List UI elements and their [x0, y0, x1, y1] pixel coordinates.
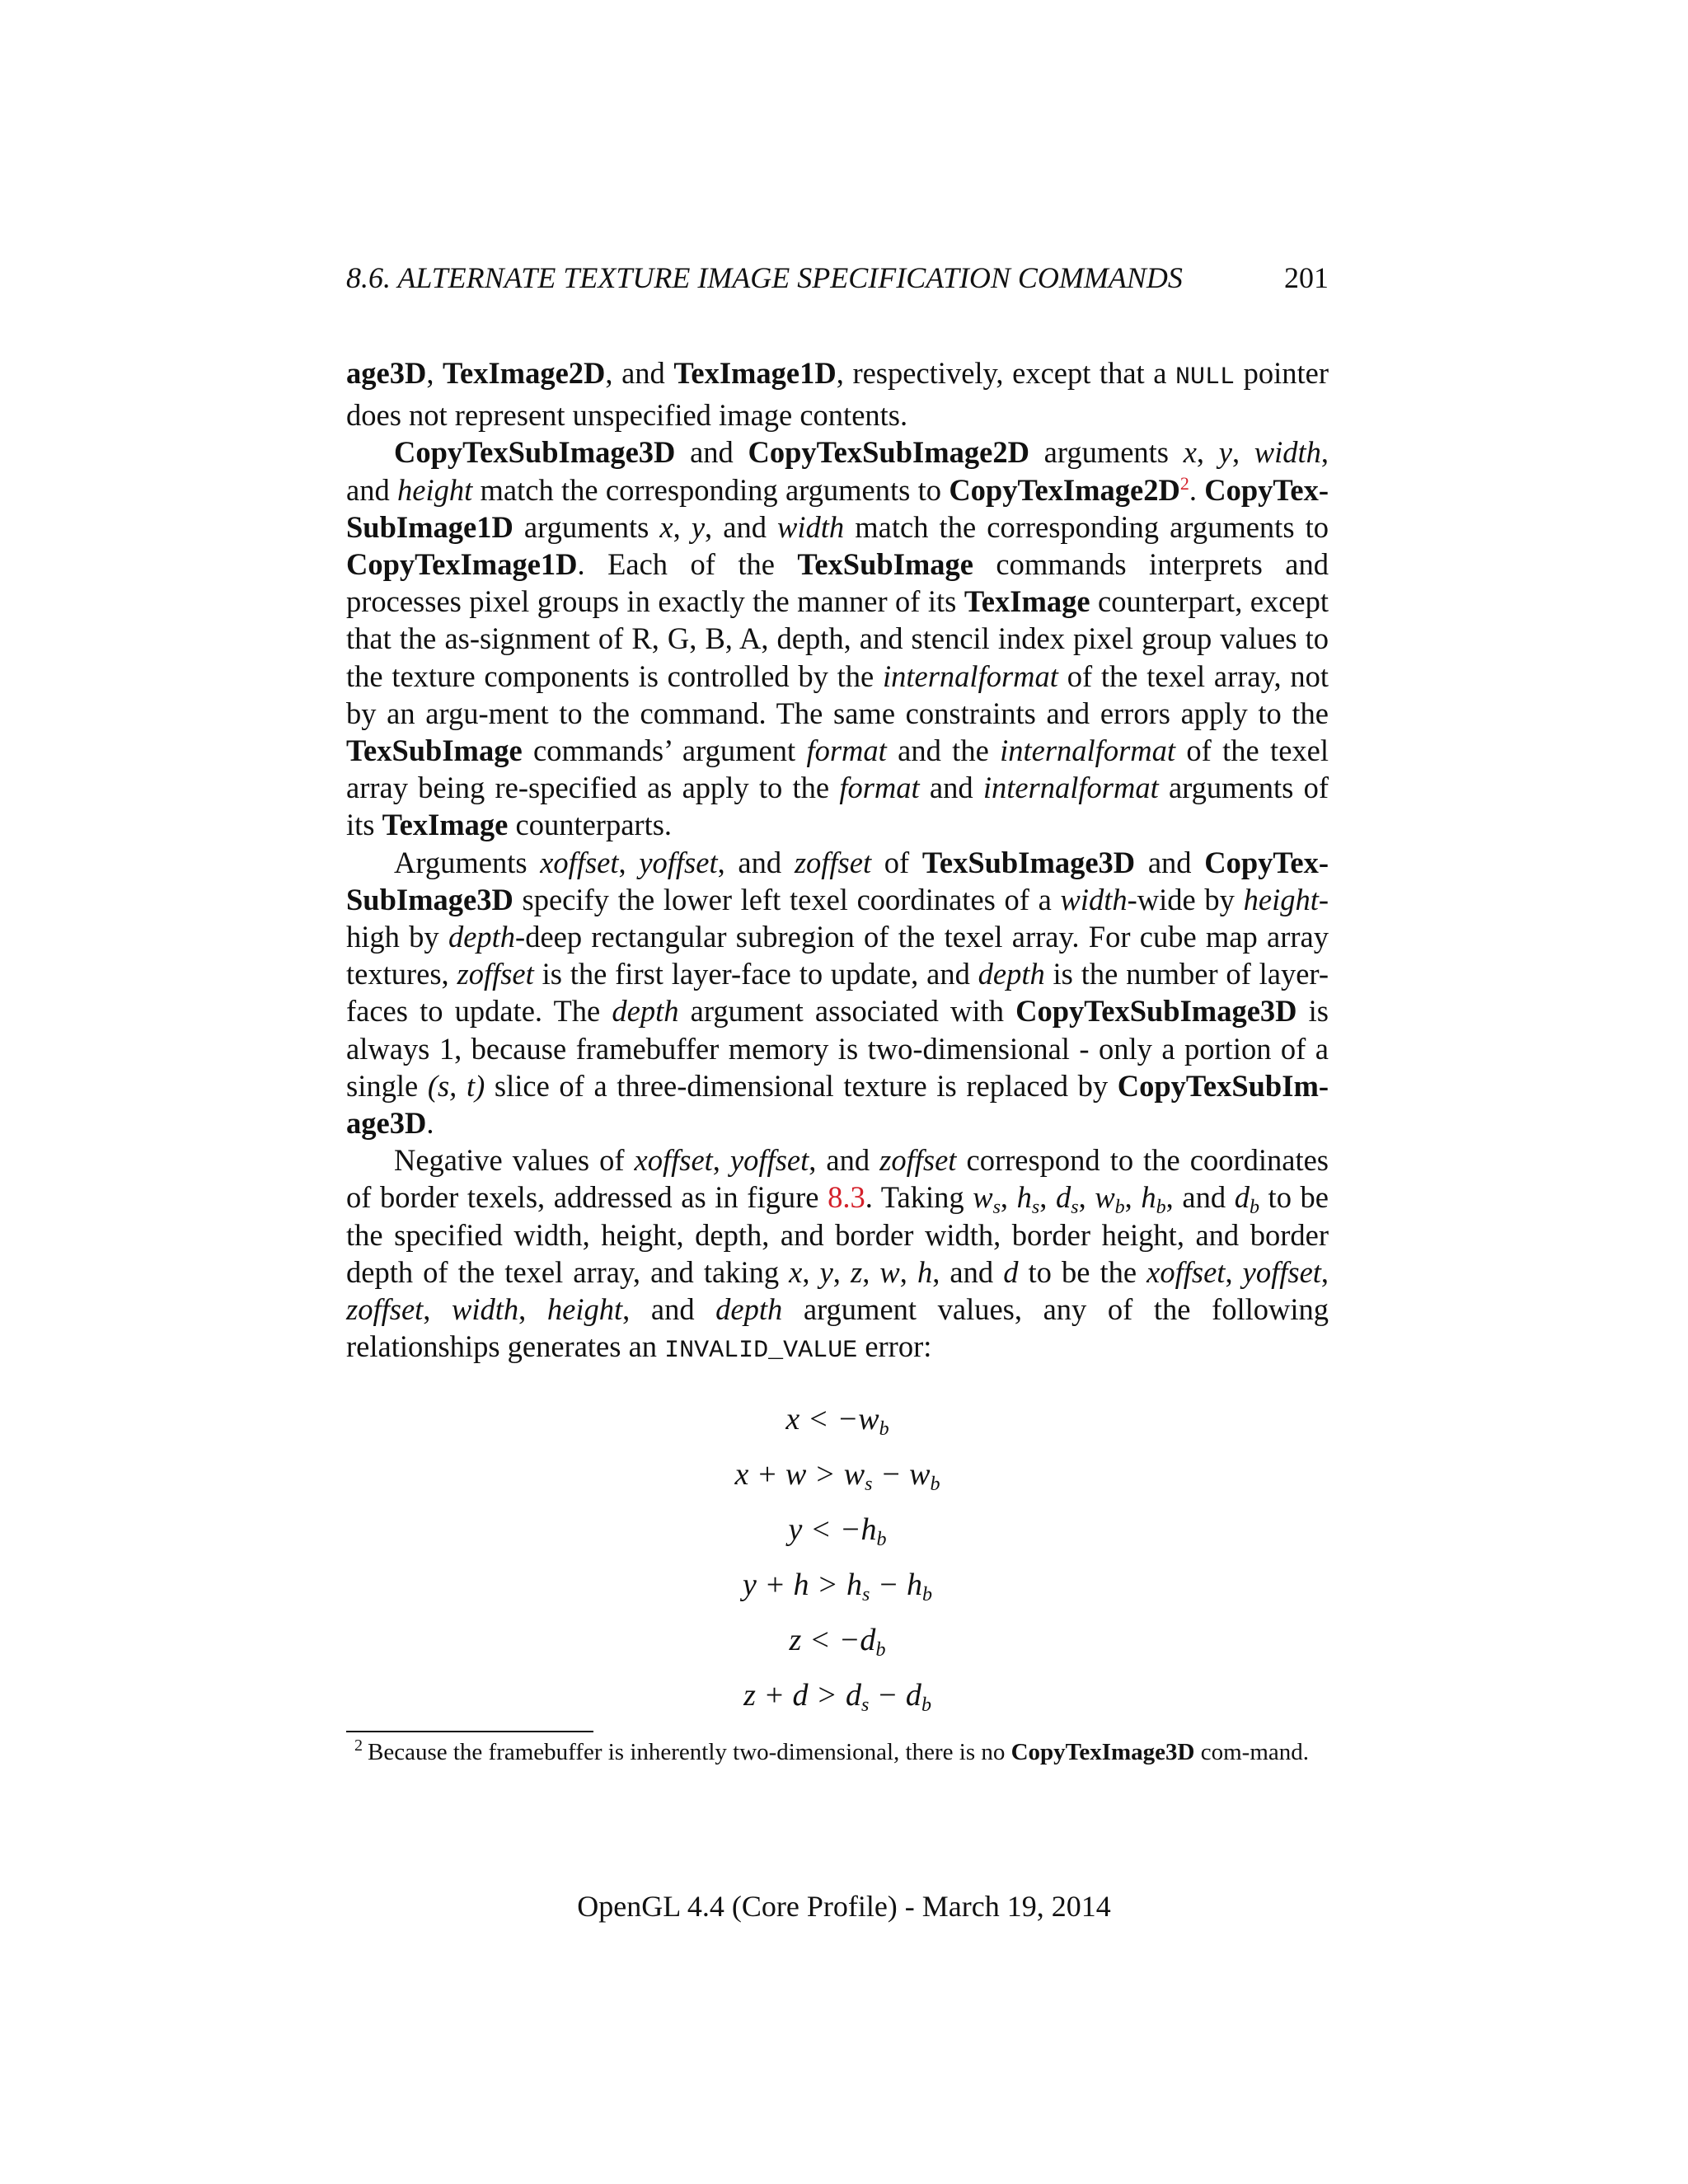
argument-name: depth: [978, 957, 1045, 991]
argument-name: x: [1183, 435, 1197, 470]
math-var: w: [973, 1180, 993, 1215]
text: Arguments: [394, 845, 541, 879]
argument-name: width: [452, 1292, 519, 1327]
text: .: [426, 1106, 434, 1141]
equation-operator: <: [809, 1402, 828, 1436]
argument-name: width: [777, 509, 845, 544]
text: and: [919, 771, 983, 805]
text: is always 1, because framebuffer memory is two-dimensional - only a portion of a single: [346, 994, 1329, 1103]
text: and: [675, 435, 748, 470]
argument-name: zoffset: [457, 957, 534, 991]
argument-name: depth: [448, 920, 516, 954]
math-var: z: [850, 1254, 863, 1289]
math-subscript: b: [930, 1474, 940, 1495]
math-symbol: [1055, 1180, 1079, 1219]
text: Negative values of: [394, 1143, 635, 1178]
body-text: [346, 354, 1329, 1370]
text: .: [1189, 472, 1205, 507]
text: slice of a three-dimensional texture is replaced by: [485, 1068, 1118, 1103]
math-symbol: [1095, 1180, 1125, 1219]
equation: [346, 1450, 1329, 1505]
equation-rhs: − d: [869, 1678, 921, 1713]
equation: [346, 1505, 1329, 1560]
text: , and: [705, 509, 778, 544]
running-header: [346, 260, 1329, 303]
footnote-reference-link[interactable]: 2: [1179, 472, 1189, 494]
argument-name: height: [1243, 882, 1319, 916]
text: of the texel array being re-specified as apply to the: [346, 733, 1329, 805]
text: . Taking: [865, 1180, 973, 1215]
text: ,: [832, 1254, 851, 1289]
text: error:: [857, 1329, 932, 1364]
equation-operator: <: [812, 1512, 830, 1547]
argument-name: yoffset: [639, 845, 718, 879]
equation-operator: <: [811, 1623, 829, 1657]
footnote: [346, 1737, 1329, 1768]
equation-rhs: − w: [872, 1457, 931, 1492]
equation-rhs: −d: [838, 1623, 876, 1657]
equation-rhs: − h: [870, 1568, 922, 1602]
text: ,: [618, 845, 640, 879]
text: Because the framebuffer is inherently two-dimensional, there is no: [368, 1739, 1011, 1765]
figure-reference-link[interactable]: 8.3: [828, 1180, 865, 1215]
command-name: TexImage: [964, 584, 1090, 619]
math-var: h: [1141, 1180, 1156, 1215]
text: , and: [605, 356, 674, 390]
section-title: 8.6. ALTERNATE TEXTURE IMAGE SPECIFICATION COMMANDS: [346, 261, 1183, 294]
paragraph-1: [346, 354, 1329, 434]
math-subscript: b: [1156, 1197, 1166, 1219]
command-name: TexImage2D: [443, 356, 606, 390]
text: com-mand.: [1194, 1739, 1310, 1765]
math-var: d: [1234, 1180, 1250, 1215]
argument-name: y: [1218, 435, 1232, 470]
argument-name: zoffset: [346, 1292, 424, 1327]
text: , and: [622, 1292, 716, 1327]
page-footer: OpenGL 4.4 (Core Profile) - March 19, 2014: [577, 1890, 1111, 1923]
command-name: TexSubImage3D: [921, 845, 1136, 879]
text: to be the specified width, height, depth, and border width, border height, and border depth of the texel array, and taking: [346, 1180, 1329, 1289]
text: arguments of its: [346, 771, 1329, 842]
text: counterpart, except that the as-signment of R, G, B, A, depth, and stencil index pixel group values to the texture components is controlled by the: [346, 584, 1329, 693]
argument-name: depth: [612, 994, 679, 1029]
text: ,: [1231, 435, 1254, 470]
text: ,: [712, 1143, 730, 1178]
math-subscript: b: [921, 1694, 931, 1716]
argument-name: width: [1254, 435, 1321, 470]
math-var: d: [1003, 1254, 1019, 1289]
text: , respectively, except that a: [836, 356, 1176, 390]
text: commands’ argument: [522, 733, 807, 768]
equation-rhs: −h: [839, 1512, 877, 1547]
argument-name: x: [659, 509, 673, 544]
math-var: y: [819, 1254, 833, 1289]
command-name: TexSubImage: [346, 733, 523, 768]
text: ,: [862, 1254, 880, 1289]
text: ,: [1196, 435, 1219, 470]
command-name: CopyTexSubIm-age3D: [346, 1068, 1329, 1141]
math-symbol: [1141, 1180, 1166, 1219]
text: argument values, any of the following relationships generates an: [346, 1292, 1329, 1364]
equation-lhs: y: [788, 1512, 803, 1547]
math-symbol: [1234, 1180, 1259, 1219]
text: and the: [886, 733, 1001, 768]
argument-name: internalformat: [883, 658, 1058, 693]
text: counterparts.: [508, 808, 673, 842]
argument-name: internalformat: [1000, 733, 1176, 768]
command-name: TexSubImage: [797, 547, 973, 582]
math-subscript: b: [876, 1529, 887, 1550]
text: ,: [1000, 1180, 1017, 1215]
equation-lhs: x: [785, 1402, 800, 1436]
argument-name: xoffset: [540, 845, 619, 879]
equation-rhs: w: [843, 1457, 865, 1492]
text: , and: [809, 1143, 880, 1178]
text: -wide by: [1127, 882, 1244, 916]
equation-lhs: z + d: [743, 1678, 809, 1713]
command-name: CopyTexSubImage3D: [1015, 994, 1297, 1029]
math-subscript: s: [860, 1694, 870, 1716]
equation-operator: >: [818, 1678, 836, 1713]
equation: [346, 1671, 1329, 1726]
math-subscript: b: [879, 1418, 889, 1440]
text: , and: [346, 435, 1329, 507]
command-name: CopyTexSubImage2D: [748, 435, 1029, 470]
argument-name: format: [806, 733, 887, 768]
equation-operator: >: [818, 1568, 837, 1602]
argument-name: depth: [715, 1292, 783, 1327]
math-subscript: s: [1071, 1197, 1079, 1219]
text: of the texel array, not by an argu-ment to the command. The same constraints and errors apply to the: [346, 658, 1329, 730]
math-expression: (s, t): [427, 1068, 485, 1103]
text: -high by: [346, 882, 1329, 954]
equation-lhs: z: [789, 1623, 802, 1657]
math-subscript: b: [1249, 1197, 1259, 1219]
argument-name: format: [839, 771, 920, 805]
math-symbol: [1016, 1180, 1040, 1219]
math-var: w: [879, 1254, 900, 1289]
equation: [346, 1560, 1329, 1615]
math-var: d: [1055, 1180, 1071, 1215]
text: ,: [673, 509, 692, 544]
command-name: CopyTexSubImage3D: [394, 435, 676, 470]
text: argument associated with: [678, 994, 1016, 1029]
argument-name: xoffset: [1146, 1254, 1226, 1289]
command-name: CopyTexImage3D: [1010, 1739, 1195, 1765]
page-number: 201: [1284, 261, 1329, 294]
command-name: CopyTex-SubImage1D: [346, 472, 1329, 544]
footnote-divider: [346, 1731, 593, 1732]
math-var: h: [1016, 1180, 1032, 1215]
text: ,: [1124, 1180, 1142, 1215]
text: ,: [899, 1254, 917, 1289]
footnote-mark: 2: [354, 1736, 363, 1755]
text: pointer does not represent unspecified image contents.: [346, 356, 1329, 433]
argument-name: yoffset: [729, 1143, 809, 1178]
text: arguments: [1029, 435, 1184, 470]
text: ,: [1225, 1254, 1243, 1289]
command-name: TexImage1D: [673, 356, 837, 390]
text: , and: [932, 1254, 1004, 1289]
text: . Each of the: [577, 547, 798, 582]
argument-name: internalformat: [982, 771, 1159, 805]
text: to be the: [1018, 1254, 1147, 1289]
argument-name: y: [691, 509, 706, 544]
command-name: CopyTexImage2D: [949, 472, 1180, 507]
command-name: TexImage: [382, 808, 509, 842]
math-subscript: b: [921, 1584, 932, 1605]
command-name: CopyTexImage1D: [346, 547, 578, 582]
text: ,: [518, 1292, 547, 1327]
text: arguments: [513, 509, 660, 544]
text: and: [1135, 845, 1205, 879]
math-subscript: b: [1114, 1197, 1125, 1219]
argument-name: height: [546, 1292, 623, 1327]
argument-name: height: [397, 472, 473, 507]
math-subscript: s: [865, 1474, 873, 1495]
argument-name: xoffset: [634, 1143, 713, 1178]
text: ,: [1039, 1180, 1056, 1215]
math-subscript: s: [861, 1584, 870, 1605]
command-name: CopyTex-SubImage3D: [346, 845, 1329, 916]
equation-rhs: h: [846, 1568, 862, 1602]
text: -deep rectangular subregion of the texel array. For cube map array textures,: [346, 920, 1329, 991]
math-subscript: b: [875, 1639, 886, 1661]
equation-rhs: −w: [837, 1402, 879, 1436]
text: of: [871, 845, 922, 879]
argument-name: zoffset: [879, 1143, 957, 1178]
math-var: h: [917, 1254, 933, 1289]
command-name: age3D: [346, 356, 427, 390]
code-token: INVALID_VALUE: [664, 1337, 858, 1366]
text: correspond to the coordinates of border texels, addressed as in figure: [346, 1143, 1329, 1215]
equation-lhs: x + w: [734, 1457, 807, 1492]
argument-name: width: [1060, 882, 1128, 916]
argument-name: yoffset: [1242, 1254, 1321, 1289]
equation-lhs: y + h: [743, 1568, 809, 1602]
text: match the corresponding arguments to: [844, 509, 1329, 544]
text: is the first layer-face to update, and: [533, 957, 978, 991]
paragraph-2: [346, 434, 1329, 843]
math-subscript: s: [992, 1197, 1001, 1219]
text: is the number of layer-faces to update. The: [346, 957, 1329, 1029]
equation-rhs: d: [845, 1678, 861, 1713]
text: match the corresponding arguments to: [472, 472, 950, 507]
text: , and: [717, 845, 795, 879]
equation: [346, 1394, 1329, 1450]
equation: [346, 1615, 1329, 1671]
equation-operator: >: [816, 1457, 834, 1492]
text: ,: [802, 1254, 820, 1289]
text: ,: [1320, 1254, 1329, 1289]
math-var: w: [1095, 1180, 1115, 1215]
text: ,: [423, 1292, 452, 1327]
argument-name: zoffset: [794, 845, 872, 879]
text: ,: [1078, 1180, 1095, 1215]
text: specify the lower left texel coordinates of a: [513, 882, 1061, 916]
paragraph-3: [346, 844, 1329, 1142]
equation-block: [346, 1394, 1329, 1726]
code-token: NULL: [1175, 363, 1236, 391]
math-var: x: [789, 1254, 803, 1289]
math-subscript: s: [1031, 1197, 1040, 1219]
text: commands interprets and processes pixel groups in exactly the manner of its: [346, 547, 1329, 619]
text: , and: [1165, 1180, 1235, 1215]
text: ,: [426, 356, 443, 390]
math-symbol: [973, 1180, 1001, 1219]
paragraph-4: [346, 1141, 1329, 1370]
